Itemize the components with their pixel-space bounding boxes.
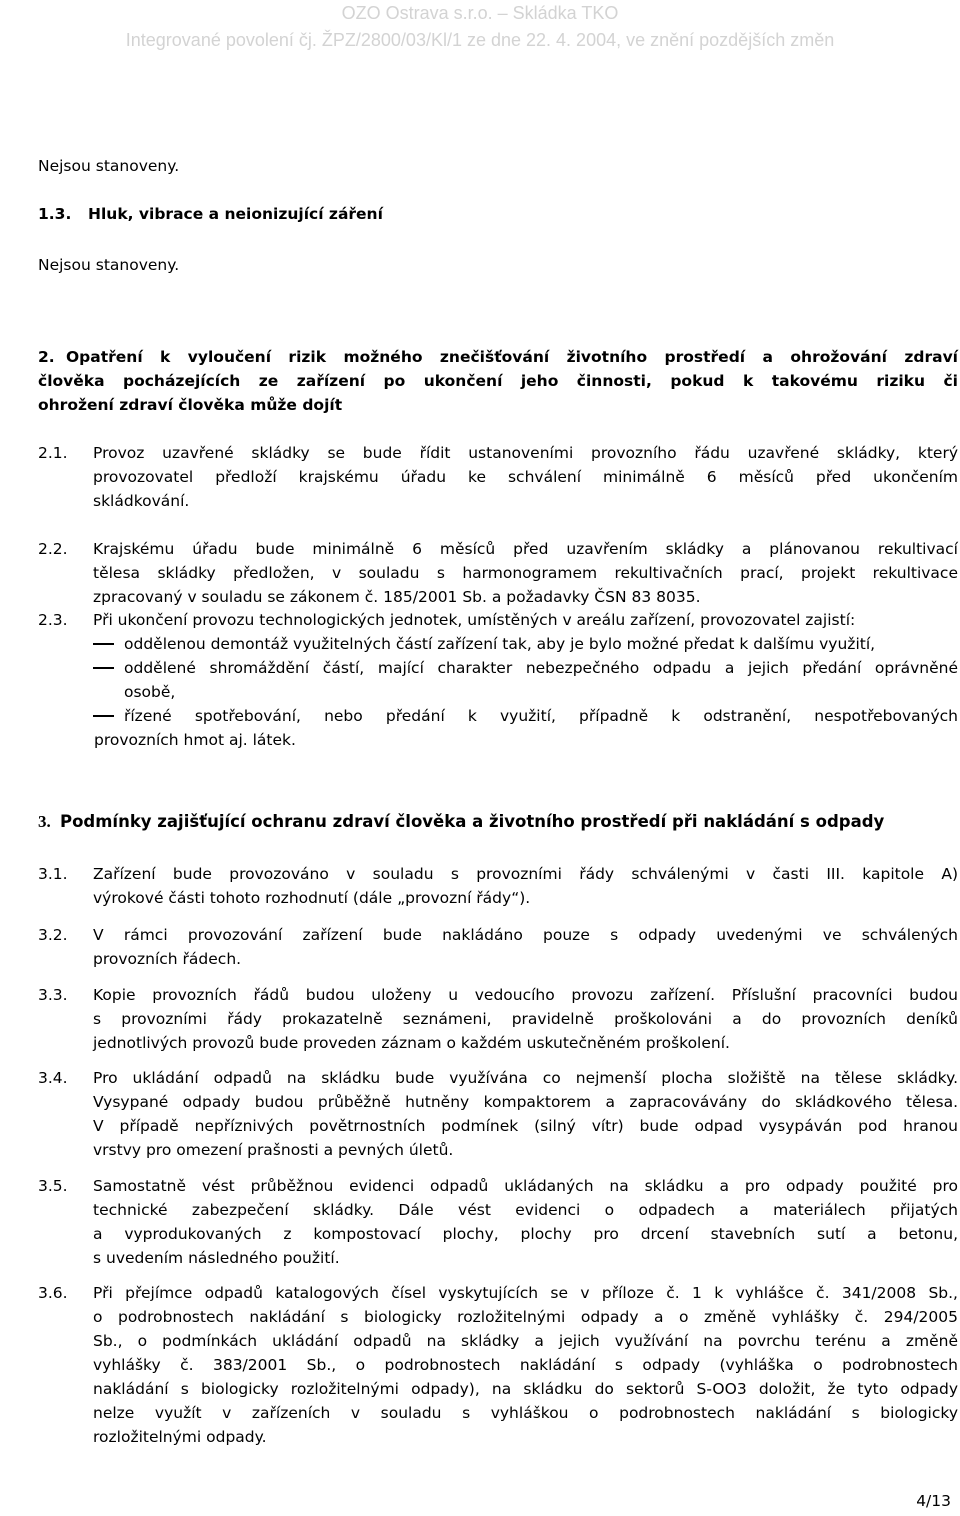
item-line: a vyprodukovaných z kompostovací plochy, plochy pro drcení stavebních sutí a betonu,: [93, 1225, 958, 1243]
item-2-2: [38, 537, 958, 609]
header-permit: Integrované povolení čj. ŽPZ/2800/03/Kl/1 ze dne 22. 4. 2004, ve znění pozdějších změn: [125, 30, 835, 50]
item-number: 3.3.: [38, 986, 68, 1004]
bullet-item: oddělenou demontáž využitelných částí zařízení tak, aby je bylo možné předat k dalšímu využití,: [124, 635, 876, 653]
bullet-item: [124, 656, 958, 704]
item-line: vyhlášky č. 383/2001 Sb., o podrobnostech nakládání s odpady (vyhláška o podrobnostech: [93, 1356, 958, 1374]
item-line: výrokové části tohoto rozhodnutí (dále „provozní řády“).: [93, 889, 531, 907]
section-2-title-line: ohrožení zdraví člověka může dojít: [38, 396, 343, 414]
item-3-6: [38, 1281, 958, 1449]
bullet-line: osobě,: [124, 683, 176, 701]
bullet-dash: [93, 643, 114, 645]
item-2-3-number: 2.3.: [38, 611, 68, 629]
item-2-3-intro: Při ukončení provozu technologických jednotek, umístěných v areálu zařízení, provozovatel zajistí:: [93, 611, 856, 629]
item-number: 3.4.: [38, 1069, 68, 1087]
item-line: Při přejímce odpadů katalogových čísel vyskytujících se v příloze č. 1 k vyhlášce č. 341/2008 Sb.,: [93, 1284, 958, 1302]
item-line: s provozními řády prokazatelně seznámeni, pravidelně proškolováni a do provozních deníků: [93, 1010, 958, 1028]
section-2-title-line: Opatření k vyloučení rizik možného znečišťování životního prostředí a ohrožování zdraví: [66, 348, 958, 366]
item-number: 2.2.: [38, 540, 68, 558]
item-line: o podrobnostech nakládání s biologicky rozložitelnými odpady a o změně vyhlášky č. 294/2005: [93, 1308, 958, 1326]
item-line: technické zabezpečení skládky. Dále vést evidenci o odpadech a materiálech přijatých: [93, 1201, 958, 1219]
item-line: provozních řádech.: [93, 950, 242, 968]
section-1-3-number: 1.3.: [38, 205, 72, 223]
item-3-4: [38, 1066, 958, 1162]
page-header: [0, 0, 960, 62]
item-line: Sb., o podmínkách ukládání odpadů na skládky a jejich využívání na povrchu terénu a změně: [93, 1332, 958, 1350]
item-line: Zařízení bude provozováno v souladu s provozními řády schválenými v časti III. kapitole A): [93, 865, 958, 883]
item-number: 3.6.: [38, 1284, 68, 1302]
item-line: nelze využít v zařízeních v souladu s vyhláškou o podrobnostech nakládání s biologicky: [93, 1404, 958, 1422]
item-3-2: [38, 923, 958, 971]
item-number: 2.1.: [38, 444, 68, 462]
item-3-3: [38, 983, 958, 1055]
item-line: rozložitelnými odpady.: [93, 1428, 267, 1446]
item-line: Krajskému úřadu bude minimálně 6 měsíců před uzavřením skládky a plánovanou rekultivací: [93, 540, 958, 558]
bullet-item: [94, 704, 958, 752]
not-set-text-2: Nejsou stanoveny.: [38, 256, 180, 274]
item-line: vrstvy pro omezení prašnosti a pevných úletů.: [93, 1141, 454, 1159]
item-line: jednotlivých provozů bude proveden záznam o každém uskutečněném proškolení.: [93, 1034, 730, 1052]
section-2-number: 2.: [38, 348, 55, 366]
section-3-number: 3.: [38, 812, 51, 831]
item-2-1: [38, 441, 958, 513]
section-2-title-line: člověka pocházejících ze zařízení po ukončení jeho činnosti, pokud k takovému riziku či: [38, 372, 958, 390]
item-line: provozovatel předloží krajskému úřadu ke schválení minimálně 6 měsíců před ukončením: [93, 468, 958, 486]
section-1-3-title: Hluk, vibrace a neionizující záření: [88, 205, 383, 223]
item-number: 3.2.: [38, 926, 68, 944]
item-3-5: [38, 1174, 958, 1270]
bullet-dash: [93, 667, 114, 669]
item-line: Provoz uzavřené skládky se bude řídit ustanoveními provozního řádu uzavřené skládky, který: [93, 444, 958, 462]
item-line: V rámci provozování zařízení bude nakládáno pouze s odpady uvedenými ve schválených: [93, 926, 958, 944]
page-number: 4/13: [916, 1492, 951, 1510]
item-line: Kopie provozních řádů budou uloženy u vedoucího provozu zařízení. Příslušní pracovníci budou: [93, 986, 958, 1004]
item-3-1: [38, 862, 958, 910]
not-set-text-1: Nejsou stanoveny.: [38, 157, 180, 175]
item-number: 3.5.: [38, 1177, 68, 1195]
bullet-line: oddělené shromáždění částí, mající charakter nebezpečného odpadu a jejich předání oprávněné: [124, 659, 958, 677]
item-line: Pro ukládání odpadů na skládku bude využívána co nejmenší plocha složiště na tělese skládky.: [93, 1069, 958, 1087]
bullet-line: řízené spotřebování, nebo předání k využití, případně k odstranění, nespotřebovaných: [124, 707, 958, 725]
section-2-heading: [38, 345, 958, 417]
item-number: 3.1.: [38, 865, 68, 883]
item-line: Samostatně vést průběžnou evidenci odpadů ukládaných na skládku a pro odpady použité pro: [93, 1177, 958, 1195]
header-company: OZO Ostrava s.r.o. – Skládka TKO: [341, 3, 619, 23]
bullet-line: provozních hmot aj. látek.: [94, 731, 296, 749]
section-3-title: Podmínky zajišťující ochranu zdraví člověka a životního prostředí při nakládání s odpady: [60, 812, 885, 831]
item-line: nakládání s biologicky rozložitelnými odpady), na skládku do sektorů S-OO3 doložit, že tyto odpady: [93, 1380, 958, 1398]
item-line: V případě nepříznivých povětrnostních podmínek (silný vítr) bude odpad vysypáván pod hranou: [93, 1117, 958, 1135]
item-line: s uvedením následného použití.: [93, 1249, 340, 1267]
item-line: skládkování.: [93, 492, 190, 510]
item-line: zpracovaný v souladu se zákonem č. 185/2001 Sb. a požadavky ČSN 83 8035.: [93, 588, 701, 606]
item-line: Vysypané odpady budou průběžně hutněny kompaktorem a zapracovávány do skládkového tělesa.: [93, 1093, 958, 1111]
item-line: tělesa skládky předložen, v souladu s harmonogramem rekultivačních prací, projekt rekultivace: [93, 564, 958, 582]
